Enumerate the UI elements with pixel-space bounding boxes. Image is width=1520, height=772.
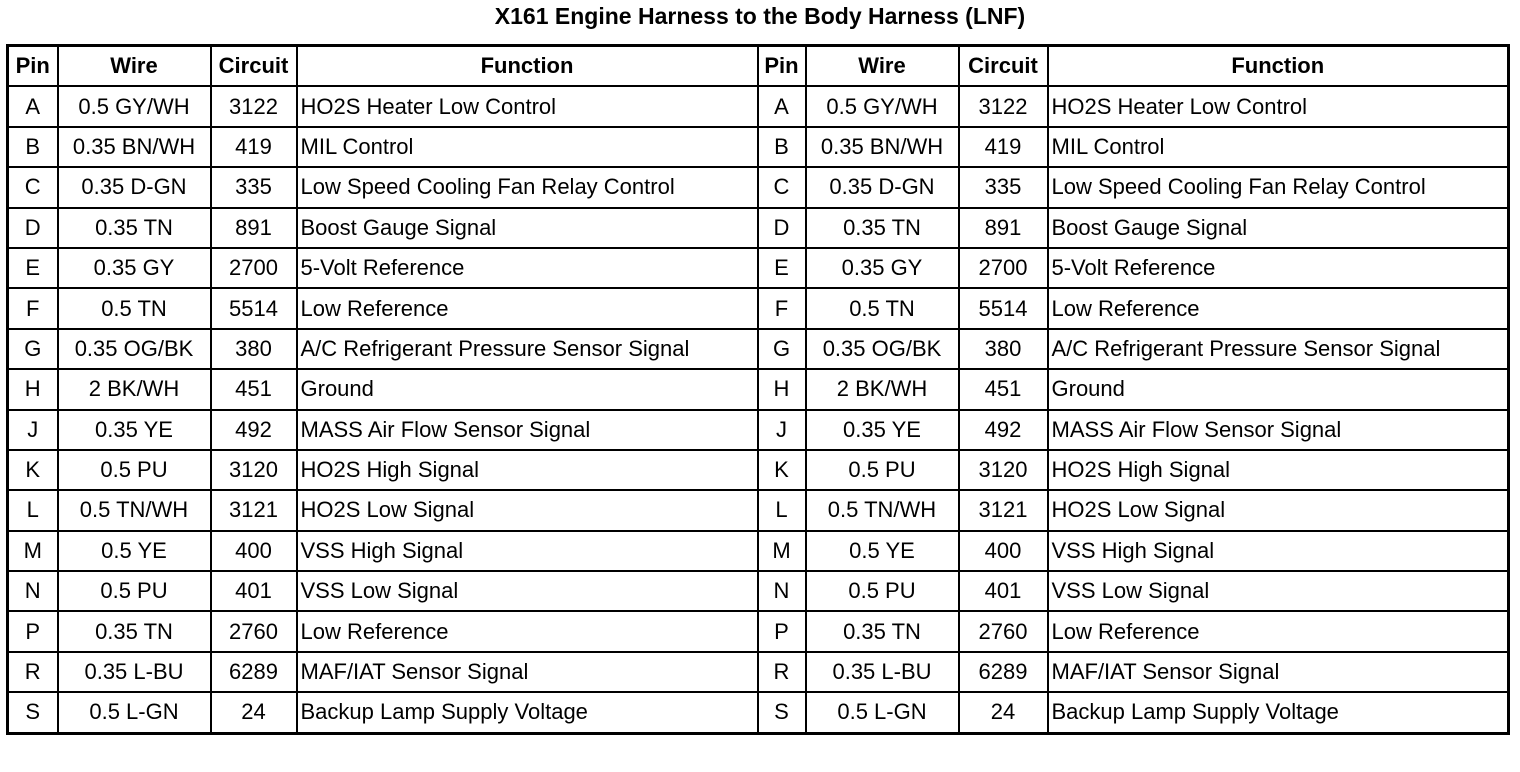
pin-cell: N <box>758 571 806 611</box>
function-cell: HO2S Heater Low Control <box>297 86 758 126</box>
wire-cell: 0.35 OG/BK <box>806 329 959 369</box>
circuit-cell: 891 <box>211 208 297 248</box>
pin-cell: B <box>8 127 58 167</box>
circuit-cell: 335 <box>959 167 1048 207</box>
function-cell: VSS High Signal <box>1048 531 1509 571</box>
wire-cell: 0.5 GY/WH <box>58 86 211 126</box>
wire-cell: 0.35 YE <box>806 410 959 450</box>
function-cell: Low Speed Cooling Fan Relay Control <box>297 167 758 207</box>
wire-cell: 0.35 TN <box>58 208 211 248</box>
wire-cell: 0.35 TN <box>58 611 211 651</box>
function-cell: Backup Lamp Supply Voltage <box>297 692 758 733</box>
pin-cell: E <box>758 248 806 288</box>
pin-cell: N <box>8 571 58 611</box>
circuit-cell: 6289 <box>959 652 1048 692</box>
table-row <box>8 571 1509 611</box>
pin-cell: D <box>8 208 58 248</box>
circuit-cell: 451 <box>959 369 1048 409</box>
header-pin: Pin <box>8 46 58 87</box>
table-row <box>8 288 1509 328</box>
function-cell: Backup Lamp Supply Voltage <box>1048 692 1509 733</box>
wire-cell: 0.5 PU <box>806 450 959 490</box>
header-circuit: Circuit <box>211 46 297 87</box>
circuit-cell: 5514 <box>959 288 1048 328</box>
circuit-cell: 400 <box>211 531 297 571</box>
circuit-cell: 380 <box>211 329 297 369</box>
pin-cell: G <box>8 329 58 369</box>
table-row <box>8 490 1509 530</box>
wire-cell: 0.35 D-GN <box>58 167 211 207</box>
circuit-cell: 492 <box>959 410 1048 450</box>
circuit-cell: 2700 <box>959 248 1048 288</box>
function-cell: Low Speed Cooling Fan Relay Control <box>1048 167 1509 207</box>
circuit-cell: 891 <box>959 208 1048 248</box>
pin-cell: G <box>758 329 806 369</box>
circuit-cell: 451 <box>211 369 297 409</box>
function-cell: Low Reference <box>1048 288 1509 328</box>
wire-cell: 0.5 YE <box>806 531 959 571</box>
wire-cell: 0.35 TN <box>806 208 959 248</box>
wire-cell: 0.35 GY <box>806 248 959 288</box>
pin-cell: R <box>758 652 806 692</box>
pin-cell: L <box>8 490 58 530</box>
circuit-cell: 492 <box>211 410 297 450</box>
function-cell: Low Reference <box>1048 611 1509 651</box>
circuit-cell: 401 <box>959 571 1048 611</box>
pin-cell: K <box>758 450 806 490</box>
pin-cell: C <box>758 167 806 207</box>
function-cell: VSS Low Signal <box>297 571 758 611</box>
pin-cell: P <box>8 611 58 651</box>
function-cell: VSS High Signal <box>297 531 758 571</box>
function-cell: Boost Gauge Signal <box>1048 208 1509 248</box>
header-function: Function <box>297 46 758 87</box>
wire-cell: 0.5 PU <box>58 571 211 611</box>
function-cell: VSS Low Signal <box>1048 571 1509 611</box>
circuit-cell: 3122 <box>959 86 1048 126</box>
circuit-cell: 419 <box>959 127 1048 167</box>
wire-cell: 0.35 YE <box>58 410 211 450</box>
document-title: X161 Engine Harness to the Body Harness (LNF) <box>494 3 1026 29</box>
table-row <box>8 652 1509 692</box>
circuit-cell: 24 <box>211 692 297 733</box>
wire-cell: 2 BK/WH <box>806 369 959 409</box>
function-cell: A/C Refrigerant Pressure Sensor Signal <box>297 329 758 369</box>
function-cell: 5-Volt Reference <box>297 248 758 288</box>
wire-cell: 0.5 GY/WH <box>806 86 959 126</box>
function-cell: 5-Volt Reference <box>1048 248 1509 288</box>
wire-cell: 0.5 YE <box>58 531 211 571</box>
wire-cell: 2 BK/WH <box>58 369 211 409</box>
circuit-cell: 2760 <box>959 611 1048 651</box>
wire-cell: 0.5 L-GN <box>806 692 959 733</box>
table-row <box>8 450 1509 490</box>
circuit-cell: 5514 <box>211 288 297 328</box>
table-row <box>8 167 1509 207</box>
header-function: Function <box>1048 46 1509 87</box>
function-cell: HO2S Low Signal <box>1048 490 1509 530</box>
function-cell: MASS Air Flow Sensor Signal <box>1048 410 1509 450</box>
wire-cell: 0.35 OG/BK <box>58 329 211 369</box>
wire-cell: 0.5 PU <box>806 571 959 611</box>
circuit-cell: 2760 <box>211 611 297 651</box>
pin-cell: J <box>758 410 806 450</box>
circuit-cell: 3120 <box>211 450 297 490</box>
pin-cell: C <box>8 167 58 207</box>
circuit-cell: 6289 <box>211 652 297 692</box>
circuit-cell: 3122 <box>211 86 297 126</box>
wire-cell: 0.5 TN <box>58 288 211 328</box>
wire-cell: 0.5 TN/WH <box>806 490 959 530</box>
pin-cell: H <box>8 369 58 409</box>
function-cell: A/C Refrigerant Pressure Sensor Signal <box>1048 329 1509 369</box>
wire-cell: 0.5 PU <box>58 450 211 490</box>
pin-cell: R <box>8 652 58 692</box>
pin-cell: L <box>758 490 806 530</box>
circuit-cell: 400 <box>959 531 1048 571</box>
circuit-cell: 3120 <box>959 450 1048 490</box>
wire-cell: 0.35 BN/WH <box>806 127 959 167</box>
table-row <box>8 611 1509 651</box>
wire-cell: 0.35 BN/WH <box>58 127 211 167</box>
function-cell: Ground <box>297 369 758 409</box>
wire-cell: 0.5 TN <box>806 288 959 328</box>
function-cell: HO2S Low Signal <box>297 490 758 530</box>
table-body <box>8 86 1509 733</box>
circuit-cell: 2700 <box>211 248 297 288</box>
function-cell: Ground <box>1048 369 1509 409</box>
pin-cell: A <box>8 86 58 126</box>
table-header-row <box>8 46 1509 87</box>
circuit-cell: 419 <box>211 127 297 167</box>
wire-cell: 0.35 TN <box>806 611 959 651</box>
circuit-cell: 380 <box>959 329 1048 369</box>
pin-cell: P <box>758 611 806 651</box>
wire-cell: 0.35 D-GN <box>806 167 959 207</box>
pin-cell: S <box>758 692 806 733</box>
header-wire: Wire <box>58 46 211 87</box>
function-cell: MIL Control <box>297 127 758 167</box>
pin-cell: F <box>758 288 806 328</box>
table-row <box>8 329 1509 369</box>
header-wire: Wire <box>806 46 959 87</box>
function-cell: MAF/IAT Sensor Signal <box>297 652 758 692</box>
connector-pinout-table <box>6 44 1510 735</box>
function-cell: HO2S Heater Low Control <box>1048 86 1509 126</box>
table-row <box>8 208 1509 248</box>
table-row <box>8 248 1509 288</box>
function-cell: MAF/IAT Sensor Signal <box>1048 652 1509 692</box>
pin-cell: M <box>8 531 58 571</box>
function-cell: MIL Control <box>1048 127 1509 167</box>
circuit-cell: 3121 <box>211 490 297 530</box>
pin-cell: F <box>8 288 58 328</box>
wire-cell: 0.5 L-GN <box>58 692 211 733</box>
pin-cell: D <box>758 208 806 248</box>
table-row <box>8 369 1509 409</box>
pin-cell: K <box>8 450 58 490</box>
header-pin: Pin <box>758 46 806 87</box>
header-circuit: Circuit <box>959 46 1048 87</box>
table-row <box>8 692 1509 733</box>
table-row <box>8 410 1509 450</box>
table-row <box>8 86 1509 126</box>
pin-cell: S <box>8 692 58 733</box>
wire-cell: 0.35 L-BU <box>58 652 211 692</box>
pin-cell: A <box>758 86 806 126</box>
function-cell: HO2S High Signal <box>1048 450 1509 490</box>
function-cell: Boost Gauge Signal <box>297 208 758 248</box>
table-row <box>8 531 1509 571</box>
function-cell: HO2S High Signal <box>297 450 758 490</box>
circuit-cell: 24 <box>959 692 1048 733</box>
circuit-cell: 401 <box>211 571 297 611</box>
pin-cell: H <box>758 369 806 409</box>
circuit-cell: 335 <box>211 167 297 207</box>
table-row <box>8 127 1509 167</box>
wire-cell: 0.35 GY <box>58 248 211 288</box>
function-cell: Low Reference <box>297 288 758 328</box>
pin-cell: E <box>8 248 58 288</box>
wire-cell: 0.35 L-BU <box>806 652 959 692</box>
pin-cell: B <box>758 127 806 167</box>
wire-cell: 0.5 TN/WH <box>58 490 211 530</box>
pin-cell: J <box>8 410 58 450</box>
function-cell: MASS Air Flow Sensor Signal <box>297 410 758 450</box>
function-cell: Low Reference <box>297 611 758 651</box>
circuit-cell: 3121 <box>959 490 1048 530</box>
pin-cell: M <box>758 531 806 571</box>
